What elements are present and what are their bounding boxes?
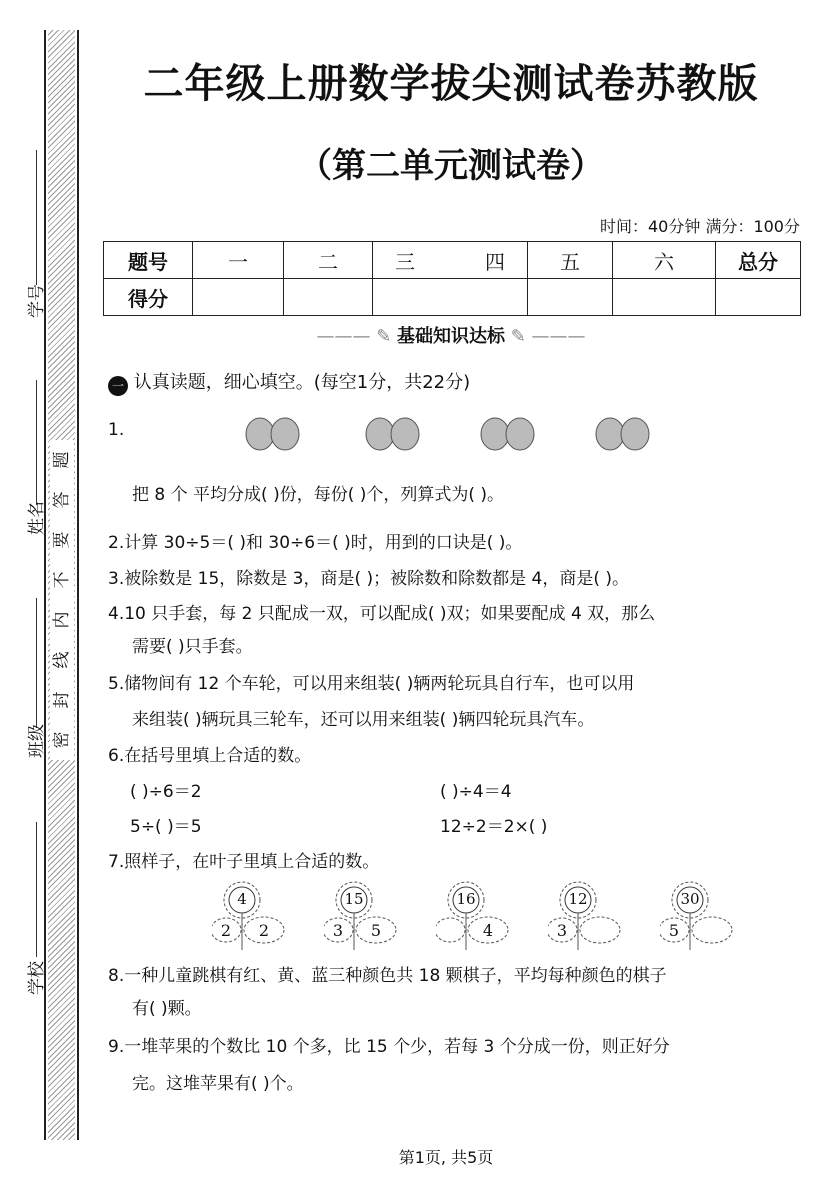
- score-cell[interactable]: [716, 279, 801, 316]
- time-score-info: 时间：40分钟 满分：100分: [600, 217, 800, 236]
- page-footer: 第1页, 共5页: [398, 1148, 494, 1167]
- question-8-line2: 有( )颗。: [132, 999, 202, 1019]
- score-table: [103, 241, 801, 316]
- flower: [660, 878, 750, 950]
- question-8: 8.一种儿童跳棋有红、黄、蓝三种颜色共 18 颗棋子，平均每种颜色的棋子: [108, 966, 667, 986]
- question-6-expr: ( )÷4＝4: [440, 782, 512, 802]
- left-leaf-number[interactable]: 3: [556, 921, 568, 940]
- question-7: 7.照样子，在叶子里填上合适的数。: [108, 852, 380, 872]
- flower-center-number: 16: [456, 890, 476, 908]
- school-label: 学校: [27, 961, 47, 995]
- question-4: 4.10 只手套，每 2 只配成一双，可以配成( )双；如果要配成 4 双，那么: [108, 604, 656, 624]
- left-leaf-number[interactable]: 3: [332, 921, 344, 940]
- header-cell: 五: [528, 242, 613, 279]
- name-label: 姓名: [27, 501, 47, 535]
- flower-diagrams: [200, 878, 740, 950]
- class-line[interactable]: [36, 598, 37, 728]
- flower-center-number: 12: [568, 890, 588, 908]
- flower: [436, 878, 526, 950]
- question-1-text: 把 8 个 平均分成( )份，每份( )个，列算式为( )。: [132, 485, 505, 505]
- name-line[interactable]: [36, 380, 37, 505]
- question-6-expr: ( )÷6＝2: [130, 782, 202, 802]
- flower-center-number: 4: [237, 890, 247, 908]
- right-leaf-number[interactable]: 5: [370, 921, 382, 940]
- header-cell: 题号: [104, 242, 193, 279]
- header-cell: 一: [193, 242, 284, 279]
- question-5: 5.储物间有 12 个车轮，可以用来组装( )辆两轮玩具自行车，也可以用: [108, 674, 635, 694]
- right-leaf-number[interactable]: 4: [482, 921, 494, 940]
- pears-illustration: [240, 402, 680, 452]
- question-1-label: 1.: [108, 420, 125, 440]
- score-row-label: 得分: [104, 279, 193, 316]
- part-one-heading: 一 认真读题，细心填空。(每空1分，共22分): [108, 368, 470, 396]
- score-cell[interactable]: [373, 279, 528, 316]
- flower: [212, 878, 302, 950]
- student-id-label: 学号: [27, 284, 47, 318]
- header-cell: 六: [613, 242, 716, 279]
- left-leaf-number[interactable]: 5: [668, 921, 680, 940]
- question-3: 3.被除数是 15，除数是 3，商是( )；被除数和除数都是 4，商是( )。: [108, 569, 630, 589]
- school-line[interactable]: [36, 822, 37, 957]
- question-6-expr: 5÷( )＝5: [130, 817, 202, 837]
- question-6: 6.在括号里填上合适的数。: [108, 746, 312, 766]
- question-5-line2: 来组装( )辆玩具三轮车，还可以用来组装( )辆四轮玩具汽车。: [132, 710, 595, 730]
- flower-center-number: 30: [680, 890, 700, 908]
- score-cell[interactable]: [193, 279, 284, 316]
- section-banner: ——— ✎ 基础知识达标 ✎ ———: [316, 326, 586, 347]
- seal-text: 题 答 要 不 内 线 封 密: [50, 440, 74, 760]
- class-label: 班级: [27, 724, 47, 758]
- score-cell[interactable]: [528, 279, 613, 316]
- score-cell[interactable]: [613, 279, 716, 316]
- question-4-line2: 需要( )只手套。: [132, 637, 253, 657]
- header-cell: 三 四: [373, 242, 528, 279]
- header-cell: 二: [284, 242, 373, 279]
- header-cell: 总分: [716, 242, 801, 279]
- page-subtitle: （第二单元测试卷）: [298, 146, 604, 186]
- question-9: 9.一堆苹果的个数比 10 个多，比 15 个少，若每 3 个分成一份，则正好分: [108, 1037, 670, 1057]
- question-6-expr: 12÷2＝2×( ): [440, 817, 548, 837]
- flower: [548, 878, 638, 950]
- question-9-line2: 完。这堆苹果有( )个。: [132, 1074, 304, 1094]
- part-number-badge: 一: [108, 376, 128, 396]
- page-title: 二年级上册数学拔尖测试卷苏教版: [143, 61, 759, 107]
- right-leaf-number[interactable]: 2: [258, 921, 270, 940]
- flower: [324, 878, 414, 950]
- flower-center-number: 15: [344, 890, 364, 908]
- question-2: 2.计算 30÷5＝( )和 30÷6＝( )时，用到的口诀是( )。: [108, 533, 523, 553]
- left-leaf-number[interactable]: 2: [220, 921, 232, 940]
- score-cell[interactable]: [284, 279, 373, 316]
